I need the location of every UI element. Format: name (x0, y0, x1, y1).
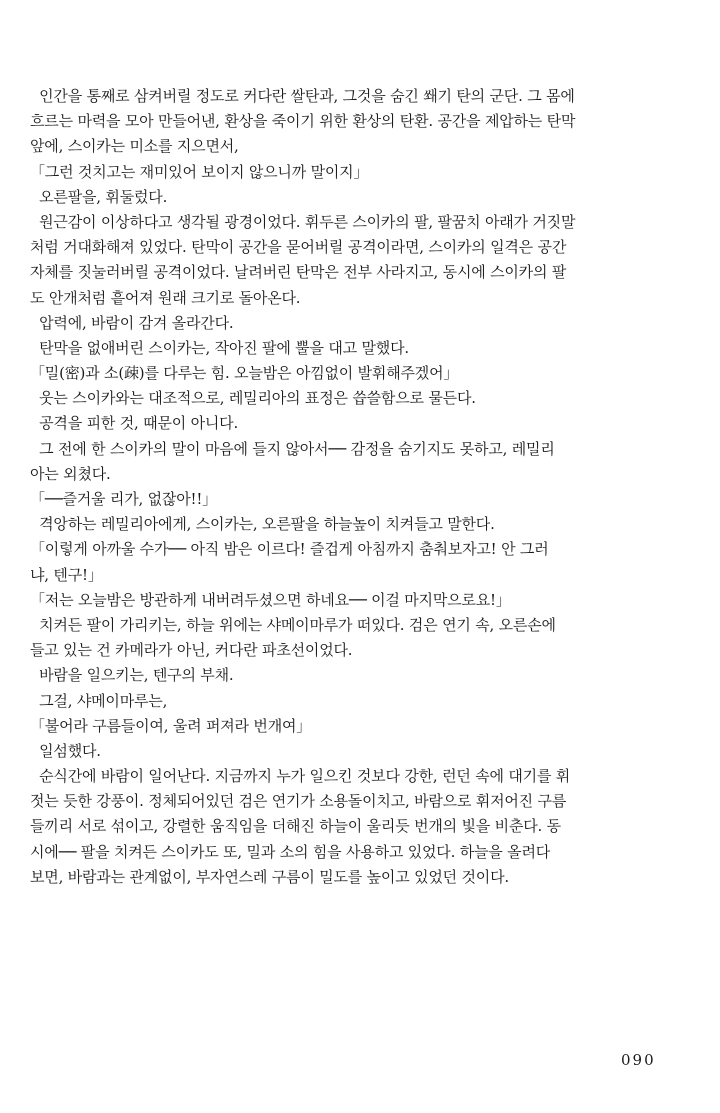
text-line: 들고 있는 건 카메라가 아닌, 커다란 파초선이었다. (30, 641, 353, 660)
text-line: 도 안개처럼 흩어져 원래 크기로 돌아온다. (30, 288, 301, 307)
text-line: 웃는 스이카와는 대조적으로, 레밀리아의 표정은 씁쓸함으로 물든다. (30, 389, 476, 408)
text-line: 공격을 피한 것, 때문이 아니다. (30, 414, 239, 433)
text-line: 「그런 것치고는 재미있어 보이지 않으니까 말이지」 (30, 162, 369, 181)
text-line: 일섬했다. (30, 741, 101, 760)
text-line: 순식간에 바람이 일어난다. 지금까지 누가 일으킨 것보다 강한, 런던 속에 대기를 휘 (30, 767, 571, 786)
text-line: 원근감이 이상하다고 생각될 광경이었다. 휘두른 스이카의 팔, 팔꿈치 아래가 거짓말 (30, 212, 576, 231)
body-text (30, 84, 692, 890)
text-line: 격앙하는 레밀리아에게, 스이카는, 오른팔을 하늘높이 치켜들고 말한다. (30, 515, 495, 534)
text-line: 오른팔을, 휘둘렀다. (30, 187, 168, 206)
text-line: 젓는 듯한 강풍이. 정체되어있던 검은 연기가 소용돌이치고, 바람으로 휘저어진 구름 (30, 792, 567, 811)
text-line: 아는 외쳤다. (30, 464, 111, 483)
text-line: 「──즐거울 리가, 없잖아!!」 (30, 490, 217, 508)
text-line: 앞에, 스이카는 미소를 지으면서, (30, 137, 239, 156)
text-line: 치켜든 팔이 가리키는, 하늘 위에는 샤메이마루가 떠있다. 검은 연기 속, 오른손에 (30, 615, 556, 634)
text-line: 「밀(密)과 소(疎)를 다루는 힘. 오늘밤은 아낌없이 발휘해주겠어」 (30, 364, 459, 383)
text-line: 냐, 텐구!」 (30, 565, 103, 584)
text-line: 흐르는 마력을 모아 만들어낸, 환상을 죽이기 위한 환상의 탄환. 공간을 제압하는 탄막 (30, 112, 576, 131)
text-line: 압력에, 바람이 감겨 올라간다. (30, 313, 234, 332)
text-line: 자체를 짓눌러버릴 공격이었다. 날려버린 탄막은 전부 사라지고, 동시에 스이카의 팔 (30, 263, 567, 282)
text-line: 처럼 거대화해져 있었다. 탄막이 공간을 묻어버릴 공격이라면, 스이카의 일격은 공간 (30, 238, 567, 257)
text-line: 「이렇게 아까울 수가── 아직 밤은 이르다! 즐겁게 아침까지 춤춰보자고! 안 그러 (30, 540, 549, 559)
text-line: 바람을 일으키는, 텐구의 부채. (30, 666, 234, 685)
text-line: 시에── 팔을 치켜든 스이카도 또, 밀과 소의 힘을 사용하고 있었다. 하늘을 올려다 (30, 842, 551, 861)
text-line: 그 전에 한 스이카의 말이 마음에 들지 않아서── 감정을 숨기지도 못하고, 레밀리 (30, 439, 555, 458)
page-number: 090 (621, 1051, 656, 1069)
text-line: 그걸, 샤메이마루는, (30, 691, 168, 710)
text-line: 「불어라 구름들이여, 울려 퍼져라 번개여」 (30, 716, 312, 735)
text-line: 「저는 오늘밤은 방관하게 내버려두셨으면 하네요── 이걸 마지막으로요!」 (30, 590, 511, 609)
text-line: 탄막을 없애버린 스이카는, 작아진 팔에 뿔을 대고 말했다. (30, 338, 409, 357)
text-line: 보면, 바람과는 관계없이, 부자연스레 구름이 밀도를 높이고 있었던 것이다. (30, 867, 509, 886)
text-line: 인간을 통째로 삼켜버릴 정도로 커다란 쌀탄과, 그것을 숨긴 쐐기 탄의 군단. 그 몸에 (30, 87, 575, 105)
text-line: 들끼리 서로 섞이고, 강렬한 움직임을 더해진 하늘이 울리듯 번개의 빛을 비춘다. 동 (30, 817, 561, 836)
